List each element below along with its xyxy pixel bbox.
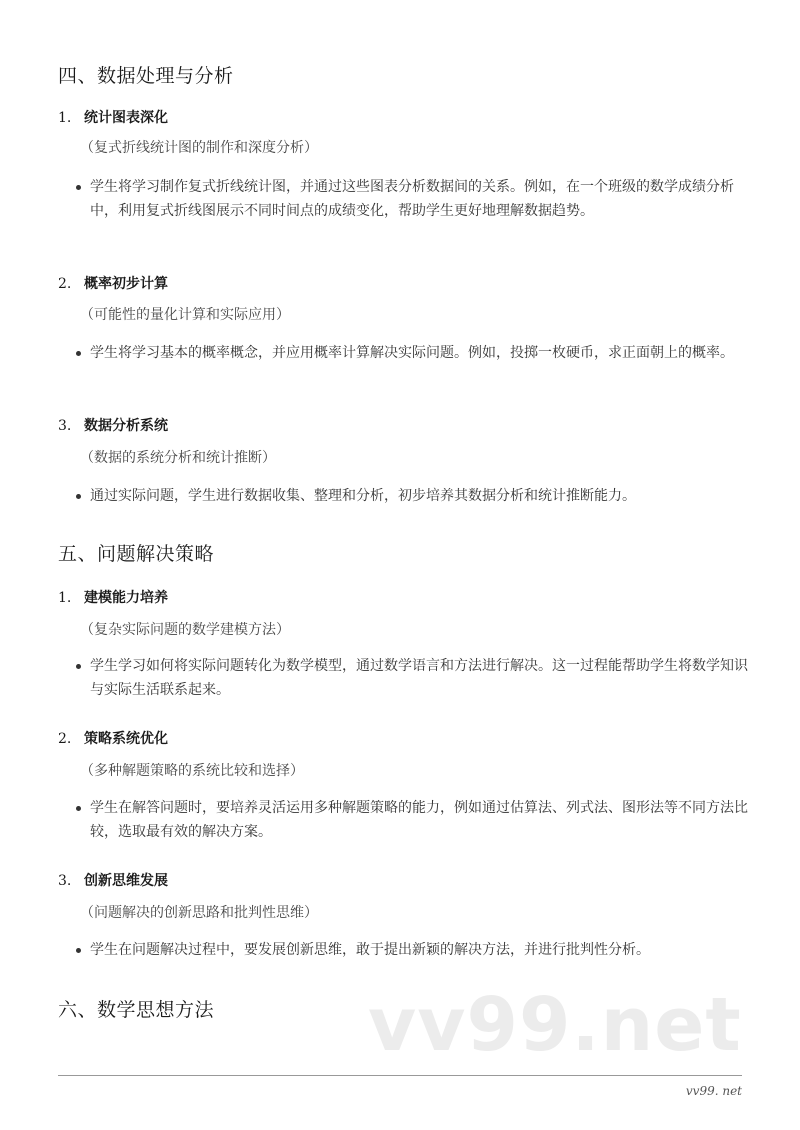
subsection-number: 3.: [58, 418, 72, 434]
subsection-heading: [58, 588, 168, 608]
bullet-dot-icon: [76, 806, 81, 811]
subsection-heading: [58, 108, 168, 128]
subsection-heading: [58, 729, 168, 749]
subsection-heading: [58, 274, 168, 294]
section-title-math-thinking: 六、数学思想方法: [58, 999, 215, 1021]
footer-divider: [58, 1075, 742, 1076]
subsection-heading: [58, 416, 168, 436]
bullet-text: 学生在问题解决过程中，要发展创新思维，敢于提出新颖的解决方法，并进行批判性分析。: [90, 942, 650, 958]
subsection-heading-text: 策略系统优化: [84, 731, 168, 747]
subsection-note: （多种解题策略的系统比较和选择）: [80, 763, 304, 779]
subsection-number: 1.: [58, 110, 72, 126]
bullet-dot-icon: [76, 351, 81, 356]
subsection-number: 3.: [58, 873, 72, 889]
subsection-heading-text: 创新思维发展: [84, 873, 168, 889]
bullet-item: [76, 484, 760, 508]
section-title-data-analysis: 四、数据处理与分析: [58, 65, 234, 87]
subsection-note: （可能性的量化计算和实际应用）: [80, 307, 290, 323]
subsection-note: （复式折线统计图的制作和深度分析）: [80, 140, 318, 156]
subsection-heading-text: 建模能力培养: [84, 590, 168, 606]
bullet-dot-icon: [76, 494, 81, 499]
bullet-text: 学生在解答问题时，要培养灵活运用多种解题策略的能力，例如通过估算法、列式法、图形法等不同方法比较，选取最有效的解决方案。: [90, 800, 748, 840]
subsection-note: （数据的系统分析和统计推断）: [80, 450, 276, 466]
bullet-item: [76, 938, 760, 962]
bullet-dot-icon: [76, 948, 81, 953]
bullet-text: 学生学习如何将实际问题转化为数学模型，通过数学语言和方法进行解决。这一过程能帮助学生将数学知识与实际生活联系起来。: [90, 658, 748, 698]
subsection-number: 1.: [58, 590, 72, 606]
bullet-text: 学生将学习制作复式折线统计图，并通过这些图表分析数据间的关系。例如，在一个班级的数学成绩分析中，利用复式折线图展示不同时间点的成绩变化，帮助学生更好地理解数据趋势。: [90, 179, 734, 219]
subsection-note: （复杂实际问题的数学建模方法）: [80, 622, 290, 638]
bullet-text: 通过实际问题，学生进行数据收集、整理和分析，初步培养其数据分析和统计推断能力。: [90, 488, 636, 504]
footer-site-label: vv99. net: [685, 1084, 742, 1098]
subsection-heading: [58, 871, 168, 891]
subsection-note: （问题解决的创新思路和批判性思维）: [80, 905, 318, 921]
section-title-problem-solving: 五、问题解决策略: [58, 543, 215, 565]
subsection-number: 2.: [58, 276, 72, 292]
bullet-item: [76, 175, 760, 223]
bullet-dot-icon: [76, 185, 81, 190]
bullet-dot-icon: [76, 664, 81, 669]
subsection-number: 2.: [58, 731, 72, 747]
subsection-heading-text: 概率初步计算: [84, 276, 168, 292]
bullet-item: [76, 341, 760, 365]
watermark: vv99.net: [368, 982, 742, 1068]
bullet-text: 学生将学习基本的概率概念，并应用概率计算解决实际问题。例如，投掷一枚硬币，求正面朝上的概率。: [90, 345, 734, 361]
subsection-heading-text: 统计图表深化: [84, 110, 168, 126]
bullet-item: [76, 654, 760, 702]
bullet-item: [76, 796, 760, 844]
subsection-heading-text: 数据分析系统: [84, 418, 168, 434]
